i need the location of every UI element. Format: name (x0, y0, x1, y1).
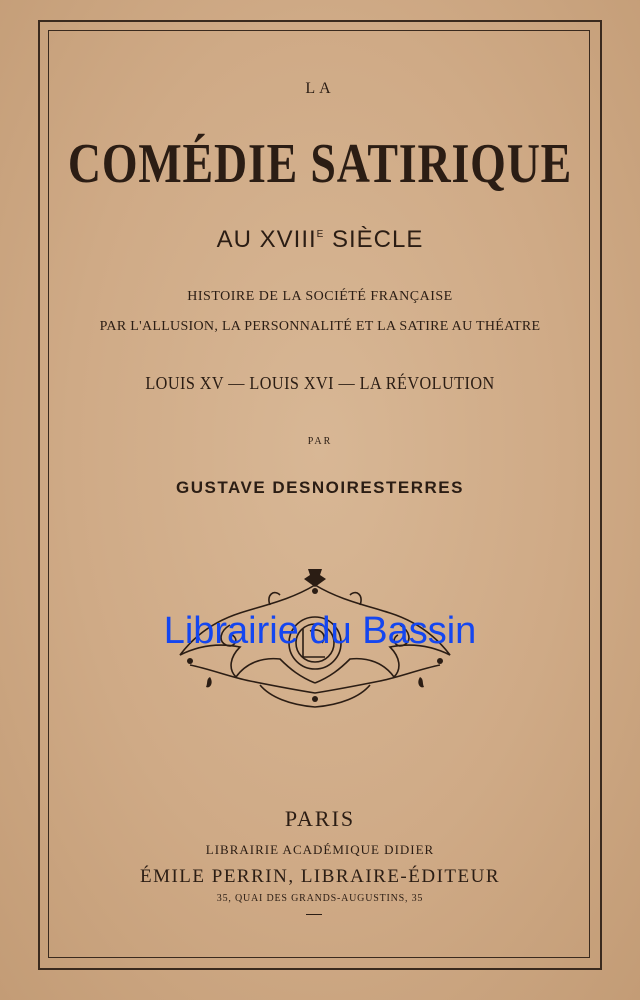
publisher-city: PARIS (284, 806, 356, 831)
article-la: LA (305, 80, 335, 97)
reigns-line: LOUIS XV — LOUIS XVI — LA RÉVOLUTION (145, 373, 495, 393)
description-line-1: HISTOIRE DE LA SOCIÉTÉ FRANÇAISE (187, 289, 453, 304)
author-name: GUSTAVE DESNOIRESTERRES (176, 478, 464, 497)
publisher-address: 35, QUAI DES GRANDS-AUGUSTINS, 35 (216, 893, 424, 904)
closing-rule (306, 914, 322, 915)
book-title: COMÉDIE SATIRIQUE (67, 133, 573, 195)
bookseller-watermark: Librairie du Bassin (163, 610, 477, 652)
by-label: PAR (307, 436, 333, 447)
publisher-line-2: ÉMILE PERRIN, LIBRAIRE-ÉDITEUR (139, 866, 501, 887)
publisher-line-1: LIBRAIRIE ACADÉMIQUE DIDIER (205, 842, 435, 857)
book-subtitle: AU $XVIII^E$ SIÈCLE (216, 226, 424, 253)
description-line-2: PAR L'ALLUSION, LA PERSONNALITÉ ET LA SATIRE AU THÉATRE (99, 319, 541, 334)
